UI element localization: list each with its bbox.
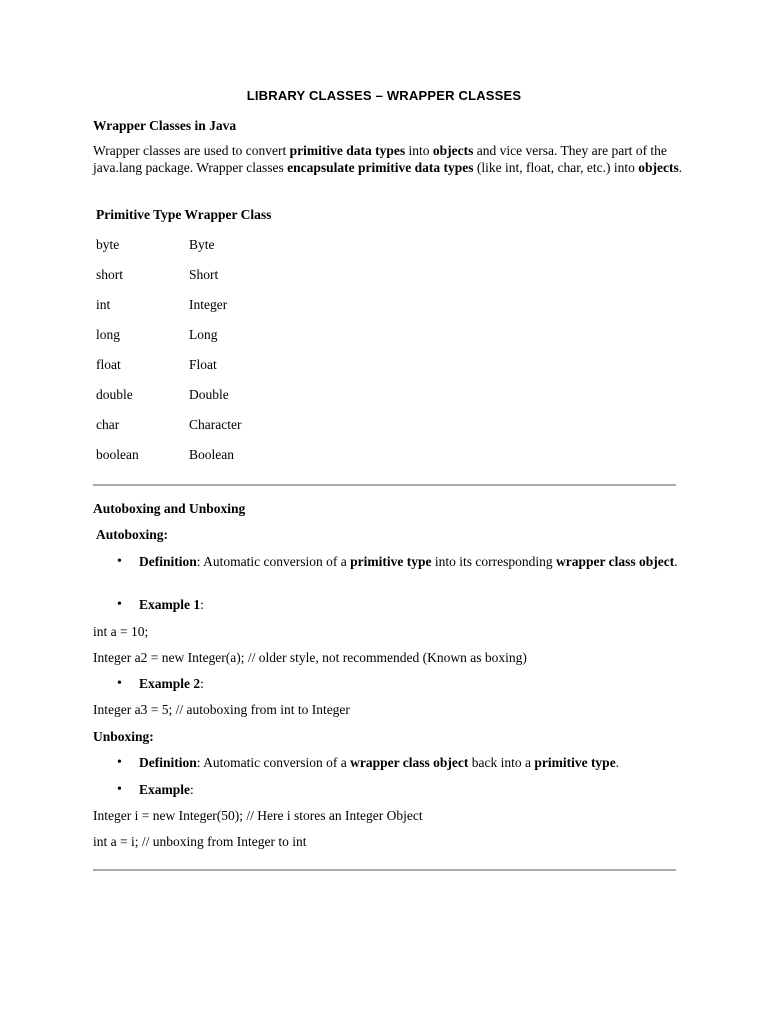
primitive-type-cell: long	[96, 327, 121, 342]
bullet-icon: •	[117, 755, 122, 770]
list-item: • Example 2:	[117, 676, 204, 691]
bullet-icon: •	[117, 676, 122, 691]
list-item: • Example:	[117, 782, 194, 797]
code-line: Integer a3 = 5; // autoboxing from int to Integer	[93, 702, 350, 717]
horizontal-rule	[93, 484, 676, 486]
list-item: • Definition: Automatic conversion of a primitive type into its corresponding wrapper class object.	[117, 554, 678, 569]
bullet-icon: •	[117, 554, 122, 569]
section-heading-autoboxing-unboxing: Autoboxing and Unboxing	[93, 501, 246, 516]
wrapper-class-cell: Byte	[189, 237, 215, 252]
table-row	[96, 326, 396, 343]
bullet-icon: •	[117, 597, 122, 612]
table-row	[96, 416, 396, 433]
primitive-type-cell: boolean	[96, 447, 139, 462]
horizontal-rule	[93, 869, 676, 871]
primitive-type-cell: float	[96, 357, 121, 372]
primitive-type-cell: int	[96, 297, 111, 312]
wrapper-class-cell: Integer	[189, 297, 228, 312]
wrapper-class-cell: Character	[189, 417, 242, 432]
unboxing-heading: Unboxing:	[93, 729, 154, 744]
code-line: Integer a2 = new Integer(a); // older style, not recommended (Known as boxing)	[93, 650, 527, 665]
table-row	[96, 446, 396, 463]
wrapper-class-cell: Float	[189, 357, 217, 372]
table-header: Primitive Type Wrapper Class	[96, 207, 272, 222]
page-title: LIBRARY CLASSES – WRAPPER CLASSES	[246, 88, 522, 103]
primitive-type-cell: char	[96, 417, 120, 432]
primitive-type-cell: short	[96, 267, 123, 282]
wrapper-class-cell: Boolean	[189, 447, 234, 462]
primitive-type-cell: double	[96, 387, 133, 402]
wrapper-class-cell: Short	[189, 267, 219, 282]
section-heading-wrapper-classes: Wrapper Classes in Java	[93, 118, 237, 133]
table-row	[96, 266, 396, 283]
wrapper-class-cell: Double	[189, 387, 229, 402]
primitive-type-cell: byte	[96, 237, 120, 252]
code-line: int a = 10;	[93, 624, 149, 639]
table-row	[96, 386, 396, 403]
wrapper-class-cell: Long	[189, 327, 218, 342]
intro-paragraph: Wrapper classes are used to convert primitive data types into objects and vice versa. They are part of the java.lang package. Wrapper classes encapsulate primitive data types (like int, float, char, etc.) into objects.	[93, 143, 683, 175]
table-row	[96, 236, 396, 253]
code-line: int a = i; // unboxing from Integer to int	[93, 834, 307, 849]
table-row	[96, 296, 396, 313]
list-item: • Definition: Automatic conversion of a wrapper class object back into a primitive type.	[117, 755, 620, 770]
bullet-icon: •	[117, 782, 122, 797]
autoboxing-heading: Autoboxing:	[96, 527, 169, 542]
code-line: Integer i = new Integer(50); // Here i stores an Integer Object	[93, 808, 423, 823]
table-row	[96, 356, 396, 373]
list-item: • Example 1:	[117, 597, 204, 612]
